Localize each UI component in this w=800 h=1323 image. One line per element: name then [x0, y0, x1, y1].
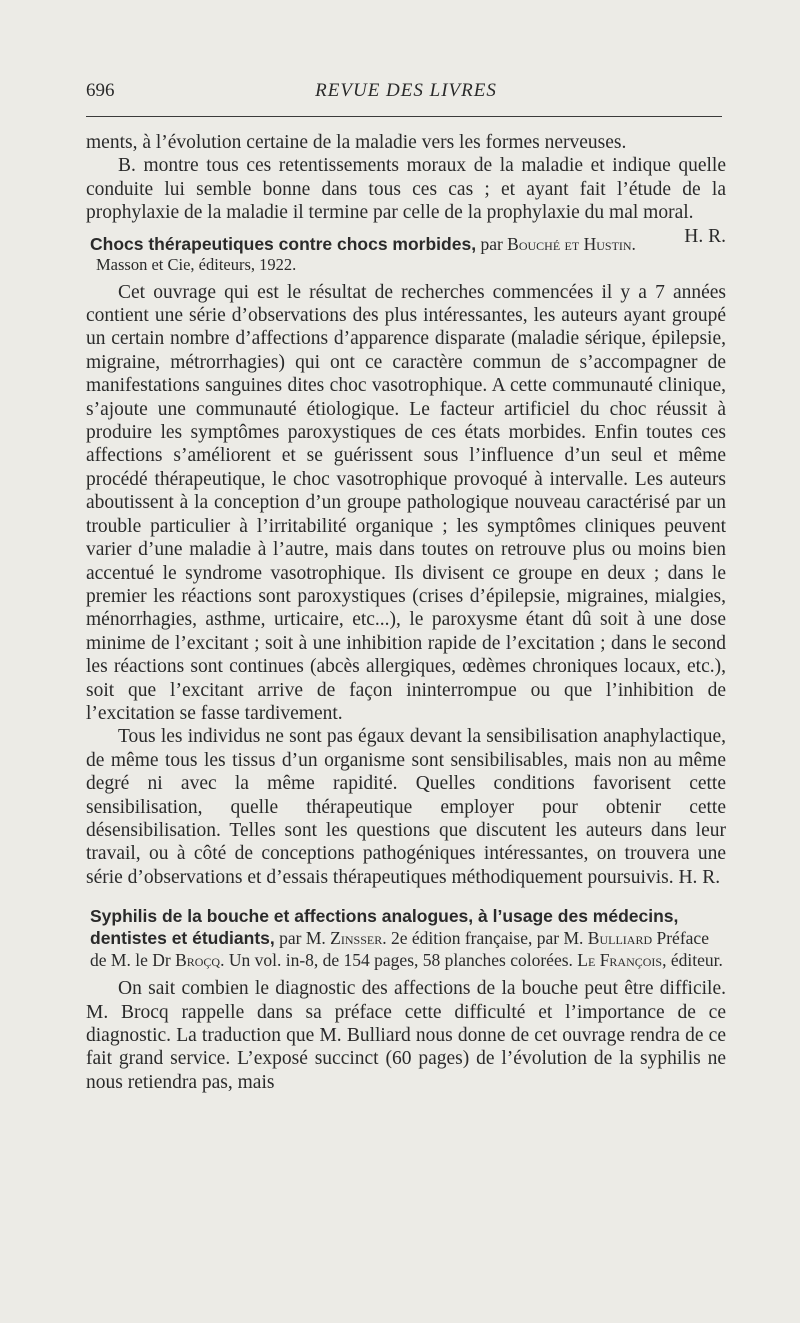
publisher-name: Le François	[577, 950, 663, 971]
publisher-tail: , éditeur.	[662, 950, 723, 971]
page-header	[86, 80, 726, 110]
preface-author: Broçq	[175, 950, 221, 971]
paragraph-review-syphilis: On sait combien le diagnostic des affections de la bouche peut être difficile. M. Brocq rappelle dans sa préface cette difficulté et l’importance de ce diagnostic. La traduction que M. Bulliard nous donne de cet ouvrage rendra de ce fait grand service. L’exposé succinct (60 pages) de l’évolution de la syphilis ne nous retiendra pas, mais	[86, 978, 726, 1093]
paragraph-text: B. montre tous ces retentissements moraux de la maladie et indique quelle conduite lui semble bonne dans tous ces cas ; et ayant fait l’étude de la prophylaxie de la maladie il termine par celle de la prophylaxie du mal moral.	[86, 155, 726, 224]
book-preface: Préface de M. le Dr	[90, 928, 709, 971]
by-word: par	[476, 233, 508, 254]
by-word: par M.	[274, 928, 331, 949]
review-content	[86, 131, 726, 1094]
spacer	[86, 889, 726, 897]
paragraph-anaphylaxis	[86, 725, 726, 889]
book-title: Chocs thérapeutiques contre chocs morbides,	[90, 233, 477, 254]
book-author: Zinsser	[330, 928, 383, 949]
book-authors: Bouché et Hustin.	[507, 233, 636, 254]
paragraph-text: Tous les individus ne sont pas égaux devant la sensibilisation anaphylactique, de même tous les tissus d’un organisme sont sensibilisables, mais non au même degré ni avec la même rapidité. Quelles conditions favorisent cette sensibilisation, quelle thérapeutique employer pour obtenir cette désensibilisation. Telles sont les questions que discutent les auteurs dans leur travail, ou à côté de conceptions pathogéniques intéressantes, on trouvera une série d’observations et d’essais thérapeutiques méthodiquement poursuivis.	[86, 726, 726, 888]
reviewer-signature: H. R.	[678, 866, 721, 888]
book-title: Syphilis de la bouche et affections analogues, à l’usage des médecins, dentistes et étudiants,	[90, 906, 679, 949]
paragraph-review-chocs: Cet ouvrage qui est le résultat de recherches commencées il y a 7 années contient une série d’observations des plus intéressantes, les auteurs ayant groupé un certain nombre d’affections d’apparence disparate (maladie sérique, épilepsie, migraine, métrorrhagies) qui ont ce caractère commun de s’accompagner de manifestations sanguines dites choc vasotrophique. A cette communauté clinique, s’ajoute une communauté étiologique. Le facteur artificiel du choc réussit à produire les symptômes paroxystiques de ces états morbides. Enfin toutes ces affections s’améliorent et se guérissent sous l’influence d’un seul et même procédé thérapeutique, le choc vasotrophique provoqué à intervalle. Les auteurs aboutissent à la conception d’un groupe pathologique nouveau caractérisé par un trouble particulier à l’irritabilité organique ; les symptômes cliniques peuvent varier d’une maladie à l’autre, mais dans toutes on retrouve plus ou moins bien accentué le syndrome vasotrophique. Ils divisent ce groupe en deux ; dans le premier les réactions sont paroxystiques (crises d’épilepsie, migraines, mialgies, ménorrhagies, asthme, urticaire, etc...), le paroxysme étant dû soit à une dose minime de l’excitant ; soit à une inhibition rapide de l’excitation ; dans le second les réactions sont continues (abcès allergiques, œdèmes chroniques locaux, etc.), soit que l’excitant arrive de façon ininterrompue ou que l’inhibition de l’excitation se fasse tardivement.	[86, 281, 726, 724]
bibliographic-entry-chocs	[86, 233, 726, 275]
page-number: 696	[86, 80, 115, 101]
reviewer-signature: H. R.	[684, 225, 726, 247]
running-title: REVUE DES LIVRES	[315, 80, 497, 101]
book-translator: Bulliard	[587, 928, 653, 949]
book-publisher: Masson et Cie, éditeurs, 1922.	[96, 254, 297, 274]
book-edition: . 2e édition française, par M.	[382, 928, 588, 949]
bibliographic-entry-syphilis	[86, 905, 726, 971]
paragraph-continuation: ments, à l’évolution certaine de la maladie vers les formes nerveuses.	[86, 132, 627, 153]
header-rule	[86, 116, 722, 117]
book-details: . Un vol. in-8, de 154 pages, 58 planches colorées.	[220, 950, 578, 971]
